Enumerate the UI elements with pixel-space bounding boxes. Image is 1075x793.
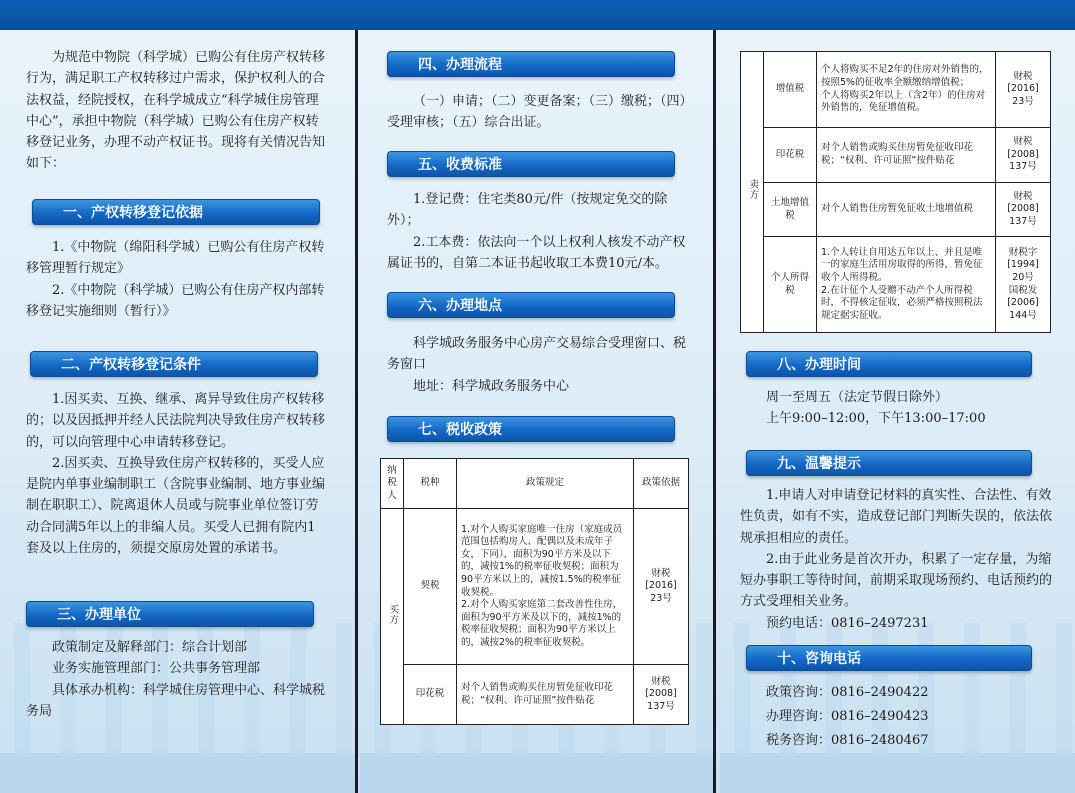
tax-type-cell: 印花税 xyxy=(404,665,457,725)
tax-type-cell: 个人所得税 xyxy=(764,237,817,333)
list-item: 业务实施管理部门：公共事务管理部 xyxy=(52,661,261,677)
panel-left xyxy=(26,30,328,793)
list-item: 1.《中物院（绵阳科学城）已购公有住房产权转移管理暂行规定》 xyxy=(26,240,325,277)
list-item: 2.工本费：依法向一个以上权利人核发不动产权属证书的，自第二本证书起收取工本费10元/本。 xyxy=(387,234,686,271)
list-item: 办理咨询：0816–2490423 xyxy=(766,709,929,724)
section-title-tax-policy: 七、税收政策 xyxy=(387,416,675,442)
header-basis: 政策依据 xyxy=(634,459,689,509)
panel-right xyxy=(740,30,1052,793)
table-row xyxy=(741,237,1051,333)
basis-cell: 财税 [2016] 23号 xyxy=(634,509,689,665)
section-title-fees: 五、收费标准 xyxy=(387,151,675,177)
basis-list xyxy=(26,237,328,322)
panel-divider xyxy=(713,30,716,793)
list-item: 周一至周五（法定节假日除外） xyxy=(766,390,949,405)
tax-table-seller xyxy=(740,51,1051,333)
section-title-basis: 一、产权转移登记依据 xyxy=(32,199,320,225)
basis-cell: 财税字 [1994] 20号 国税发 [2006] 144号 xyxy=(996,237,1051,333)
fees-list xyxy=(387,189,689,274)
table-row xyxy=(741,52,1051,128)
list-item: 2.因买卖、互换导致住房产权转移的，买受人应是院内单事业编制职工（含院事业编制、地方事业编制在职职工）、院离退休人员或与院事业单位签订劳动合同满5年以上的非编人员。买受人已拥有院内1套及以上住房的，须提交原房处置的承诺书。 xyxy=(26,455,326,557)
process-text: （一）申请；（二）变更备案；（三）缴税；（四）受理审核；（五）综合出证。 xyxy=(387,94,687,131)
payer-cell-seller: 卖方 xyxy=(741,52,764,333)
table-row xyxy=(381,665,689,725)
header-policy: 政策规定 xyxy=(457,459,634,509)
policy-cell: 对个人销售或购买住房暂免征收印花税；“权利、许可证照”按件贴花 xyxy=(817,128,996,183)
list-item: 1.因买卖、互换、继承、离异导致住房产权转移的；以及因抵押并经人民法院判决导致住房产权转移的，可以向管理中心申请转移登记。 xyxy=(26,392,326,450)
list-item: 政策咨询：0816–2490422 xyxy=(766,685,929,700)
table-row xyxy=(741,128,1051,183)
table-header-row xyxy=(381,459,689,509)
panel-divider xyxy=(355,30,358,793)
tips-list xyxy=(740,485,1052,634)
policy-cell: 对个人销售住房暂免征收土地增值税 xyxy=(817,183,996,237)
section-title-conditions: 二、产权转移登记条件 xyxy=(30,351,318,377)
tax-type-cell: 印花税 xyxy=(764,128,817,183)
basis-cell: 财税 [2008] 137号 xyxy=(996,128,1051,183)
conditions-list xyxy=(26,389,328,559)
section-title-process: 四、办理流程 xyxy=(387,51,675,77)
tax-table-buyer xyxy=(380,458,689,725)
appointment-phone: 预约电话：0816–2497231 xyxy=(766,615,929,631)
units-list xyxy=(26,637,328,722)
location-list xyxy=(387,333,689,397)
tax-type-cell: 土地增值税 xyxy=(764,183,817,237)
list-item: 1.登记费：住宅类80元/件（按规定免交的除外）； xyxy=(387,192,668,229)
header-tax: 税种 xyxy=(404,459,457,509)
list-item: 科学城政务服务中心房产交易综合受理窗口、税务窗口 xyxy=(387,336,687,373)
panel-middle xyxy=(387,30,689,793)
contact-list xyxy=(740,681,1052,753)
table-row xyxy=(741,183,1051,237)
table-row xyxy=(381,509,689,665)
list-item: 政策制定及解释部门：综合计划部 xyxy=(52,640,248,655)
list-item: 2.《中物院（科学城）已购公有住房产权内部转移登记实施细则（暂行）》 xyxy=(26,282,325,319)
tax-type-cell: 增值税 xyxy=(764,52,817,128)
list-item: 地址：科学城政务服务中心 xyxy=(413,378,570,394)
basis-cell: 财税 [2016] 23号 xyxy=(996,52,1051,128)
basis-cell: 财税 [2008] 137号 xyxy=(996,183,1051,237)
section-title-contact: 十、咨询电话 xyxy=(746,645,1032,671)
list-item: 2.由于此业务是首次开办，积累了一定存量，为缩短办事职工等待时间，前期采取现场预约、电话预约的方式受理相关业务。 xyxy=(740,551,1053,610)
list-item: 具体承办机构：科学城住房管理中心、科学城税务局 xyxy=(26,682,326,719)
policy-cell: 个人将购买不足2年的住房对外销售的，按照5%的征收率全额缴纳增值税； 个人将购买2年以上（含2年）的住房对外销售的，免征增值税。 xyxy=(817,52,996,128)
header-payer: 纳税人 xyxy=(381,459,404,509)
list-item: 上午9:00–12:00，下午13:00–17:00 xyxy=(766,411,986,427)
basis-cell: 财税 [2008] 137号 xyxy=(634,665,689,725)
payer-cell-buyer: 买方 xyxy=(381,509,404,725)
tax-type-cell: 契税 xyxy=(404,509,457,665)
policy-cell: 对个人销售或购买住房暂免征收印花税；“权利、许可证照”按件贴花 xyxy=(457,665,634,725)
hours-list xyxy=(740,387,1052,430)
section-title-tips: 九、温馨提示 xyxy=(746,450,1032,476)
list-item: 税务咨询：0816–2480467 xyxy=(766,733,929,748)
policy-cell: 1.个人转让自用达五年以上、并且是唯一的家庭生活用房取得的所得，暂免征收个人所得税。 2.在计征个人受赠不动产个人所得税时，不得核定征收，必须严格按照税法规定据实征收。 xyxy=(817,237,996,333)
section-title-location: 六、办理地点 xyxy=(387,292,675,318)
section-title-hours: 八、办理时间 xyxy=(746,351,1032,377)
list-item: 1.申请人对申请登记材料的真实性、合法性、有效性负责，如有不实，造成登记部门判断失误的，依法依规承担相应的责任。 xyxy=(740,488,1053,546)
section-title-units: 三、办理单位 xyxy=(26,601,314,627)
intro-paragraph: 为规范中物院（科学城）已购公有住房产权转移行为，满足职工产权转移过户需求，保护权利人的合法权益，经院授权，在科学城成立“科学城住房管理中心”，承担中物院（科学城）已购公有住房产权转移登记业务，办理不动产权证书。现将有关情况告知如下： xyxy=(26,50,326,172)
top-banner xyxy=(0,0,1075,30)
policy-cell: 1.对个人购买家庭唯一住房（家庭成员范围包括购房人、配偶以及未成年子女，下同），面积为90平方米及以下的，减按1%的税率征收契税；面积为90平方米以上的，减按1.5%的税率征收契税。 2.对个人购买家庭第二套改善性住房，面积为90平方米及以下的，减按1%的税率征收契税；面积为90平方米以上的，减按2%的税率征收契税。 xyxy=(457,509,634,665)
